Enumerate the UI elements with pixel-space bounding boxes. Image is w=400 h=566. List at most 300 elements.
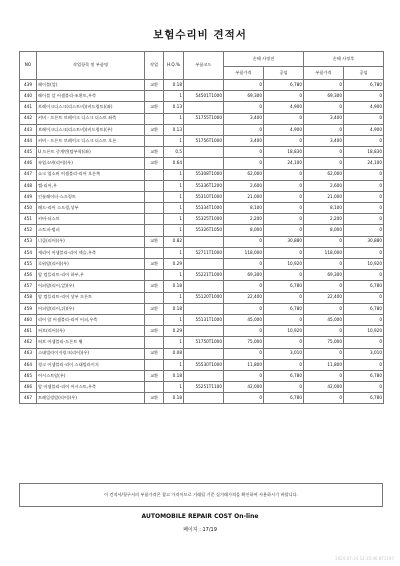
cell-part-name: 허브 어셈블리-프론트 휠 — [37, 337, 145, 348]
cell-hq: 1 — [164, 180, 184, 191]
cell-after-part-price: 42,000 — [304, 382, 344, 393]
cell-work — [145, 91, 164, 102]
cell-work: 교환 — [145, 158, 164, 169]
cell-after-part-price: 69,300 — [304, 270, 344, 281]
cell-after-labor: 0 — [344, 292, 384, 303]
cell-after-part-price: 75,000 — [304, 337, 344, 348]
cell-part-name: 스토퍼-범퍼 — [37, 225, 145, 236]
cell-no: 448 — [20, 180, 37, 191]
cell-hq: 0.18 — [164, 281, 184, 292]
cell-part-name: 캡-리어,우 — [37, 180, 145, 191]
table-row — [20, 169, 384, 180]
cell-after-part-price: 0 — [304, 124, 344, 135]
cell-before-part-price: 0 — [224, 102, 264, 113]
cell-after-labor: 0 — [344, 270, 384, 281]
cell-before-labor: 6,780 — [264, 370, 304, 381]
table-row — [20, 303, 384, 314]
cell-part-name: 쇼크 업소버 어셈블리-리어 오른쪽 — [37, 169, 145, 180]
cell-work — [145, 359, 164, 370]
cell-part-name: 브레이크디스크(리스트비)(비드링트)(좌) — [37, 102, 145, 113]
header-after-labor: 공임 — [344, 67, 384, 80]
cell-after-part-price: 2,200 — [304, 214, 344, 225]
cell-after-labor: 0 — [344, 180, 384, 191]
cell-part-code — [184, 158, 224, 169]
cell-before-part-price: 69,300 — [224, 270, 264, 281]
cell-after-part-price: 0 — [304, 348, 344, 359]
cell-before-labor: 18,830 — [264, 147, 304, 158]
cell-after-part-price: 11,800 — [304, 359, 344, 370]
cell-after-labor: 0 — [344, 169, 384, 180]
table-row — [20, 191, 384, 202]
cell-after-part-price: 0 — [304, 102, 344, 113]
cell-before-part-price: 0 — [224, 281, 264, 292]
cell-work: 교환 — [145, 102, 164, 113]
cell-after-labor: 18,830 — [344, 147, 384, 158]
cell-hq: 1 — [164, 359, 184, 370]
cell-after-labor: 0 — [344, 314, 384, 325]
cell-before-labor: 0 — [264, 247, 304, 258]
cell-before-part-price: 0 — [224, 147, 264, 158]
cell-before-labor: 6,780 — [264, 80, 304, 91]
cell-part-code: 55308T1000 — [184, 169, 224, 180]
cell-no: 452 — [20, 225, 37, 236]
cell-no: 445 — [20, 147, 37, 158]
cell-part-name: 암 컴플리트-리어 상부 프론트 — [37, 292, 145, 303]
cell-no: 461 — [20, 326, 37, 337]
cell-hq: 1 — [164, 337, 184, 348]
cell-work: 교환 — [145, 326, 164, 337]
cell-work — [145, 314, 164, 325]
cell-part-name: 리어 암 어셈블리-리어 어퍼,우측 — [37, 314, 145, 325]
cell-no: 447 — [20, 169, 37, 180]
header-after-group: 손해 사정후 — [304, 52, 384, 67]
cell-part-name: 암 컴플리트-리어 하부,우 — [37, 270, 145, 281]
cell-work — [145, 203, 164, 214]
cell-part-code: 55325T1000 — [184, 214, 224, 225]
cell-before-part-price: 62,000 — [224, 169, 264, 180]
cell-part-code — [184, 80, 224, 91]
cell-before-labor: 3,010 — [264, 348, 304, 359]
cell-after-part-price: 45,000 — [304, 314, 344, 325]
cell-work: 교환 — [145, 393, 164, 404]
cell-no: 460 — [20, 314, 37, 325]
cell-hq: 0.18 — [164, 370, 184, 381]
cell-hq: 0.29 — [164, 259, 184, 270]
cell-before-part-price: 42,000 — [224, 382, 264, 393]
cell-part-code: 55530T1000 — [184, 359, 224, 370]
cell-before-part-price: 22,400 — [224, 292, 264, 303]
cell-no: 450 — [20, 203, 37, 214]
cell-work — [145, 247, 164, 258]
cell-before-labor: 6,780 — [264, 393, 304, 404]
cell-before-labor: 0 — [264, 225, 304, 236]
cell-after-labor: 0 — [344, 247, 384, 258]
table-row — [20, 158, 384, 169]
cell-hq: 0.18 — [164, 393, 184, 404]
cell-work — [145, 135, 164, 146]
table-row — [20, 326, 384, 337]
cell-no: 451 — [20, 214, 37, 225]
cell-part-code: 55334T1000 — [184, 203, 224, 214]
cell-before-labor: 0 — [264, 191, 304, 202]
cell-part-code — [184, 348, 224, 359]
cell-no: 458 — [20, 292, 37, 303]
cell-hq: 1 — [164, 382, 184, 393]
cell-part-code — [184, 259, 224, 270]
cell-no: 443 — [20, 124, 37, 135]
cell-before-part-price: 0 — [224, 393, 264, 404]
table-row — [20, 314, 384, 325]
cell-work — [145, 191, 164, 202]
cell-part-name: 스태빌라이저링크(리어)(우) — [37, 348, 145, 359]
cell-part-code — [184, 326, 224, 337]
header-after-part-price: 부품가격 — [304, 67, 344, 80]
cell-after-labor: 0 — [344, 225, 384, 236]
cell-after-labor: 3,010 — [344, 348, 384, 359]
table-row — [20, 281, 384, 292]
cell-work: 교환 — [145, 370, 164, 381]
cell-before-labor: 0 — [264, 113, 304, 124]
cell-before-labor: 0 — [264, 180, 304, 191]
cell-hq: 1 — [164, 225, 184, 236]
cell-part-code: 55251T1100 — [184, 382, 224, 393]
cell-after-part-price: 0 — [304, 370, 344, 381]
cell-part-name: 링크 어셈블리-리어 스태빌라이저 — [37, 359, 145, 370]
header-before-group: 손해 사정전 — [224, 52, 304, 67]
cell-before-part-price: 3,400 — [224, 135, 264, 146]
cell-after-labor: 0 — [344, 113, 384, 124]
cell-before-labor: 0 — [264, 169, 304, 180]
cell-no: 457 — [20, 281, 37, 292]
cell-before-part-price: 45,000 — [224, 314, 264, 325]
cell-after-labor: 0 — [344, 191, 384, 202]
header-hq: H.Q.% — [164, 52, 184, 80]
cell-part-name: 로워암(리어)(우) — [37, 259, 145, 270]
cell-no: 455 — [20, 259, 37, 270]
table-row — [20, 91, 384, 102]
cell-part-code: 54501T1000 — [184, 91, 224, 102]
cell-after-part-price: 0 — [304, 147, 344, 158]
cell-hq: 0.08 — [164, 348, 184, 359]
cell-before-part-price: 8,000 — [224, 225, 264, 236]
cell-part-name: 레이블 앞 어셈블리-조흰트,우측 — [37, 91, 145, 102]
cell-after-part-price: 0 — [304, 259, 344, 270]
cell-part-name: 어퍼암(리어,앞)(우) — [37, 281, 145, 292]
cell-no: 456 — [20, 270, 37, 281]
cell-part-code — [184, 147, 224, 158]
cell-before-labor: 0 — [264, 91, 304, 102]
header-work: 작업 — [145, 52, 164, 80]
cell-no: 453 — [20, 236, 37, 247]
table-row — [20, 180, 384, 191]
cell-no: 465 — [20, 370, 37, 381]
cell-hq: 0.29 — [164, 326, 184, 337]
cell-after-labor: 10,920 — [344, 259, 384, 270]
cell-work — [145, 337, 164, 348]
cell-after-labor: 10,920 — [344, 326, 384, 337]
header-part-code: 부품코드 — [184, 52, 224, 80]
table-row — [20, 259, 384, 270]
cell-hq: 1 — [164, 270, 184, 281]
cell-part-name: 인슐레이터-스프링트 — [37, 191, 145, 202]
cell-before-part-price: 0 — [224, 370, 264, 381]
cell-after-part-price: 0 — [304, 393, 344, 404]
cell-work: 교환 — [145, 303, 164, 314]
cell-hq: 1 — [164, 247, 184, 258]
cell-before-labor: 24,100 — [264, 158, 304, 169]
cell-before-labor: 4,900 — [264, 124, 304, 135]
cell-part-code: 51755T1000 — [184, 113, 224, 124]
cell-after-part-price: 0 — [304, 281, 344, 292]
cell-before-part-price: 2,200 — [224, 214, 264, 225]
cell-after-part-price: 0 — [304, 236, 344, 247]
cell-after-labor: 6,780 — [344, 80, 384, 91]
cell-part-code — [184, 124, 224, 135]
cell-before-labor: 10,920 — [264, 326, 304, 337]
cell-part-name: 허브(리어)(우) — [37, 326, 145, 337]
cell-hq: 0.5 — [164, 147, 184, 158]
cell-work — [145, 180, 164, 191]
cell-after-labor: 6,780 — [344, 281, 384, 292]
cell-work — [145, 169, 164, 180]
cell-before-labor: 0 — [264, 382, 304, 393]
cell-no: 446 — [20, 158, 37, 169]
cell-after-labor: 0 — [344, 91, 384, 102]
cell-after-labor: 0 — [344, 214, 384, 225]
cell-before-part-price: 3,400 — [224, 113, 264, 124]
table-row — [20, 124, 384, 135]
cell-work: 교환 — [145, 348, 164, 359]
price-notice: 이 견적서/청구서의 부품가격은 참고 가격이므로 거래될 기준 실거래가격을 확인하여 사용하시기 바랍니다. — [19, 483, 383, 507]
cell-after-part-price: 8,000 — [304, 225, 344, 236]
cell-no: 454 — [20, 247, 37, 258]
cell-after-part-price: 0 — [304, 158, 344, 169]
cell-part-code: 55310T1000 — [184, 191, 224, 202]
cell-after-labor: 0 — [344, 203, 384, 214]
cell-before-part-price: 11,800 — [224, 359, 264, 370]
cell-work: 교환 — [145, 259, 164, 270]
cell-work — [145, 292, 164, 303]
cell-work — [145, 113, 164, 124]
cell-before-part-price: 0 — [224, 158, 264, 169]
cell-part-name: 레이블(앞) — [37, 80, 145, 91]
cell-part-name: 브레이크디스크(리스트비)(비드링트)(우) — [37, 124, 145, 135]
table-row — [20, 359, 384, 370]
cell-hq: 1 — [164, 214, 184, 225]
cell-before-part-price: 21,000 — [224, 191, 264, 202]
page-number: 페이지 : 17/19 — [183, 527, 217, 533]
table-row — [20, 370, 384, 381]
cell-no: 462 — [20, 337, 37, 348]
cell-before-labor: 4,900 — [264, 102, 304, 113]
cell-after-labor: 0 — [344, 382, 384, 393]
cell-before-labor: 30,880 — [264, 236, 304, 247]
cell-work: 교환 — [145, 236, 164, 247]
cell-after-labor: 0 — [344, 337, 384, 348]
footer-title: AUTOMOBILE REPAIR COST On-line — [141, 513, 259, 520]
cell-part-code: 55336T1200 — [184, 180, 224, 191]
cell-after-labor: 4,900 — [344, 124, 384, 135]
cell-part-name: 트레일링암(리어)(우) — [37, 393, 145, 404]
cell-after-part-price: 0 — [304, 326, 344, 337]
cell-hq: 1 — [164, 191, 184, 202]
cell-no: 467 — [20, 393, 37, 404]
cell-part-name: 커버-더스트 — [37, 214, 145, 225]
cell-before-labor: 0 — [264, 292, 304, 303]
cell-hq: 1 — [164, 314, 184, 325]
table-row — [20, 80, 384, 91]
cell-part-code: 55120T1000 — [184, 292, 224, 303]
table-row — [20, 135, 384, 146]
cell-no: 444 — [20, 135, 37, 146]
cell-after-labor: 0 — [344, 359, 384, 370]
cell-hq: 0.82 — [164, 236, 184, 247]
cell-before-part-price: 75,000 — [224, 337, 264, 348]
cell-work: 교환 — [145, 124, 164, 135]
cell-after-part-price: 3,400 — [304, 135, 344, 146]
cell-before-part-price: 0 — [224, 259, 264, 270]
cell-after-part-price: 0 — [304, 80, 344, 91]
cell-no: 441 — [20, 102, 37, 113]
cell-part-name: 어퍼암(리어,뒤)(우) — [37, 303, 145, 314]
table-row — [20, 203, 384, 214]
cell-no: 439 — [20, 80, 37, 91]
cell-before-part-price: 0 — [224, 236, 264, 247]
cell-part-name: 캐리어 어셈블리-리어 액슬,우측 — [37, 247, 145, 258]
print-stamp: 2024-07-24 12:35:40 8T1197 — [335, 556, 394, 561]
header-before-labor: 공임 — [264, 67, 304, 80]
cell-part-code — [184, 303, 224, 314]
document-title: 보험수리비 견적서 — [153, 29, 247, 41]
table-row — [20, 147, 384, 158]
cell-work: 교환 — [145, 147, 164, 158]
table-row — [20, 225, 384, 236]
cell-after-part-price: 0 — [304, 303, 344, 314]
cell-part-name: U 프론트 중계빈(탈부착)(좌) — [37, 147, 145, 158]
cell-part-code — [184, 393, 224, 404]
cell-no: 440 — [20, 91, 37, 102]
cell-part-name: 커버 - 프론트 브레이크 디스크 더스트 오른 — [37, 135, 145, 146]
cell-no: 464 — [20, 359, 37, 370]
cell-part-name: 어시스트암(우) — [37, 370, 145, 381]
cell-work — [145, 382, 164, 393]
cell-part-name: 너클(리어)(우) — [37, 236, 145, 247]
cell-after-labor: 30,880 — [344, 236, 384, 247]
table-header — [20, 52, 384, 80]
cell-part-code — [184, 102, 224, 113]
cell-no: 463 — [20, 348, 37, 359]
cell-no: 459 — [20, 303, 37, 314]
cell-before-part-price: 0 — [224, 348, 264, 359]
cell-no: 442 — [20, 113, 37, 124]
estimate-table — [19, 51, 384, 404]
cell-hq: 1 — [164, 113, 184, 124]
cell-before-part-price: 118,000 — [224, 247, 264, 258]
cell-part-code — [184, 370, 224, 381]
cell-hq: 0.18 — [164, 303, 184, 314]
cell-part-code: 55221T1000 — [184, 270, 224, 281]
cell-after-labor: 6,780 — [344, 370, 384, 381]
cell-work: 교환 — [145, 281, 164, 292]
cell-no: 466 — [20, 382, 37, 393]
cell-before-labor: 0 — [264, 203, 304, 214]
cell-before-labor: 0 — [264, 359, 304, 370]
cell-hq: 1 — [164, 169, 184, 180]
cell-after-part-price: 3,400 — [304, 113, 344, 124]
cell-before-labor: 6,780 — [264, 281, 304, 292]
cell-hq: 0.13 — [164, 124, 184, 135]
table-row — [20, 393, 384, 404]
cell-work — [145, 214, 164, 225]
cell-after-labor: 6,780 — [344, 303, 384, 314]
header-before-part-price: 부품가격 — [224, 67, 264, 80]
table-row — [20, 382, 384, 393]
cell-work — [145, 270, 164, 281]
cell-after-part-price: 62,000 — [304, 169, 344, 180]
cell-after-labor: 4,900 — [344, 102, 384, 113]
cell-before-labor: 0 — [264, 214, 304, 225]
header-no: NO — [20, 52, 37, 80]
table-row — [20, 102, 384, 113]
cell-before-labor: 10,920 — [264, 259, 304, 270]
cell-after-part-price: 69,300 — [304, 91, 344, 102]
cell-before-part-price: 0 — [224, 326, 264, 337]
cell-after-part-price: 21,000 — [304, 191, 344, 202]
cell-part-name: 암 어셈블리-리어 어시스트,우측 — [37, 382, 145, 393]
table-row — [20, 236, 384, 247]
cell-hq: 1 — [164, 91, 184, 102]
cell-after-part-price: 8,100 — [304, 203, 344, 214]
cell-after-labor: 6,780 — [344, 393, 384, 404]
cell-part-name: 패드-리어 스프링,상부 — [37, 203, 145, 214]
cell-before-labor: 0 — [264, 337, 304, 348]
cell-after-part-price: 2,600 — [304, 180, 344, 191]
cell-part-name: 커버 - 프론트 브레이크 디스크 더스트 좌측 — [37, 113, 145, 124]
cell-after-part-price: 118,000 — [304, 247, 344, 258]
cell-after-labor: 0 — [344, 135, 384, 146]
cell-before-labor: 0 — [264, 135, 304, 146]
table-row — [20, 247, 384, 258]
cell-before-labor: 0 — [264, 314, 304, 325]
cell-before-part-price: 0 — [224, 124, 264, 135]
table-row — [20, 214, 384, 225]
table-row — [20, 348, 384, 359]
table-row — [20, 113, 384, 124]
cell-after-labor: 24,100 — [344, 158, 384, 169]
cell-part-code — [184, 236, 224, 247]
cell-after-part-price: 22,400 — [304, 292, 344, 303]
table-body — [20, 80, 384, 404]
cell-no: 449 — [20, 191, 37, 202]
cell-before-part-price: 69,300 — [224, 91, 264, 102]
cell-before-labor: 0 — [264, 270, 304, 281]
cell-hq: 1 — [164, 203, 184, 214]
cell-before-part-price: 0 — [224, 303, 264, 314]
cell-hq: 1 — [164, 135, 184, 146]
cell-work — [145, 225, 164, 236]
cell-part-code: 55131T1000 — [184, 314, 224, 325]
cell-part-code: 52711T1000 — [184, 247, 224, 258]
cell-work: 교환 — [145, 80, 164, 91]
cell-before-labor: 6,780 — [264, 303, 304, 314]
cell-hq: 0.64 — [164, 158, 184, 169]
cell-part-code: 51750T1000 — [184, 337, 224, 348]
cell-part-code: 55326T1050 — [184, 225, 224, 236]
table-row — [20, 337, 384, 348]
cell-part-name: 쇽업소버(리어)(우) — [37, 158, 145, 169]
header-part-name: 작업항목 및 부품명 — [37, 52, 145, 80]
cell-hq: 1 — [164, 292, 184, 303]
